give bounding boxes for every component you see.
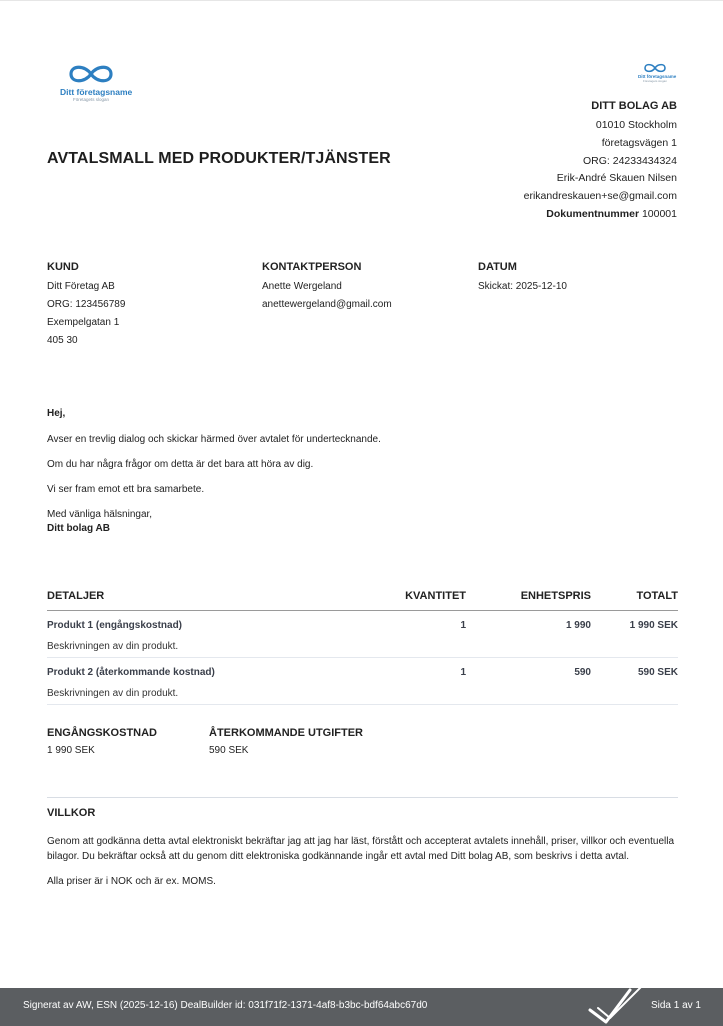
header-total: TOTALT (636, 590, 678, 602)
product-quantity: 1 (460, 667, 466, 678)
header-details: DETALJER (47, 590, 105, 602)
date-heading: DATUM (478, 261, 517, 273)
product-name: Produkt 1 (engångskostnad) (47, 620, 183, 631)
product-total: 1 990 SEK (629, 620, 678, 631)
product-name: Produkt 2 (återkommande kostnad) (47, 667, 215, 678)
company-logo-small (638, 62, 677, 83)
product-description: Beskrivningen av din produkt. (47, 688, 179, 699)
company-org: ORG: 24233434324 (583, 154, 677, 167)
header-quantity: KVANTITET (405, 590, 466, 602)
top-border (0, 0, 723, 1)
customer-line: 405 30 (47, 335, 78, 346)
terms-body: Genom att godkänna detta avtal elektroniskt bekräftar jag att jag har läst, förstått och accepterat avtalets innehåll, priser, villkor och eventuella bilagor. Du bekräftar också att du genom ditt elektroniska godkännande ingår ett avtal med Ditt bolag AB, som beskrivs i detta avtal. (47, 836, 675, 862)
company-contact-name: Erik-André Skauen Nilsen (556, 172, 677, 185)
product-description: Beskrivningen av din produkt. (47, 641, 179, 652)
contact-email[interactable]: anettewergeland@gmail.com (262, 299, 392, 310)
customer-section (47, 260, 125, 350)
infinity-logo-small-icon (641, 62, 669, 74)
document-number-label: Dokumentnummer (546, 207, 640, 220)
letter-paragraph: Vi ser fram emot ett bra samarbete. (47, 484, 205, 495)
company-postal: 01010 Stockholm (595, 119, 677, 131)
date-section (478, 260, 567, 296)
one-time-cost-value: 1 990 SEK (47, 745, 95, 756)
letter-signature: Ditt bolag AB (47, 523, 110, 534)
customer-line: ORG: 123456789 (47, 299, 126, 310)
company-name: DITT BOLAG AB (591, 100, 677, 112)
company-info (524, 98, 677, 224)
contact-heading: KONTAKTPERSON (262, 261, 362, 273)
logo-slogan: Företagets slogan (72, 97, 110, 102)
table-header (47, 589, 678, 611)
page-number: Sida 1 av 1 (650, 1000, 701, 1011)
one-time-cost-label: ENGÅNGSKOSTNAD (47, 727, 158, 739)
product-quantity: 1 (460, 620, 466, 631)
document-number-value: 100001 (641, 207, 677, 220)
checkmark-icon (586, 988, 648, 1026)
product-total: 590 SEK (637, 667, 678, 678)
logo-company-name: Ditt företagsname (60, 87, 133, 97)
letter-greeting: Hej, (47, 408, 66, 419)
contact-section (262, 260, 392, 314)
product-unit-price: 1 990 (565, 620, 591, 631)
infinity-logo-icon (65, 62, 117, 86)
terms-currency-note: Alla priser är i NOK och är ex. MOMS. (47, 876, 216, 887)
product-unit-price: 590 (574, 667, 591, 678)
table-row (47, 611, 678, 658)
customer-line: Ditt Företag AB (47, 281, 115, 292)
company-logo (60, 62, 133, 103)
table-row (47, 658, 678, 705)
company-street: företagsvägen 1 (601, 136, 677, 149)
logo-small-company-name: Ditt företagsname (638, 74, 677, 79)
cover-letter (47, 407, 381, 536)
document-number (524, 206, 677, 224)
recurring-cost-label: ÅTERKOMMANDE UTGIFTER (209, 727, 363, 739)
letter-paragraph: Om du har några frågor om detta är det bara att höra av dig. (47, 459, 314, 470)
logo-small-slogan: Företagets slogan (642, 79, 667, 83)
recurring-cost (209, 726, 363, 756)
page-title: AVTALSMALL MED PRODUKTER/TJÄNSTER (47, 150, 391, 167)
company-email[interactable]: erikandreskauen+se@gmail.com (523, 190, 677, 203)
date-sent: Skickat: 2025-12-10 (478, 281, 567, 292)
terms-heading: VILLKOR (47, 807, 96, 819)
one-time-cost (47, 726, 157, 756)
details-table (47, 589, 678, 705)
customer-line: Exempelgatan 1 (47, 317, 120, 328)
recurring-cost-value: 590 SEK (209, 745, 249, 756)
terms-section (47, 797, 678, 889)
customer-heading: KUND (47, 261, 79, 273)
signature-info: Signerat av AW, ESN (2025-12-16) DealBuilder id: 031f71f2-1371-4af8-b3bc-bdf64abc67d0 (23, 1000, 428, 1011)
letter-closing: Med vänliga hälsningar, (47, 509, 153, 520)
contact-name: Anette Wergeland (262, 281, 342, 292)
header-unit-price: ENHETSPRIS (520, 590, 591, 602)
signature-footer (0, 988, 723, 1026)
letter-paragraph: Avser en trevlig dialog och skickar härmed över avtalet för undertecknande. (47, 434, 381, 445)
